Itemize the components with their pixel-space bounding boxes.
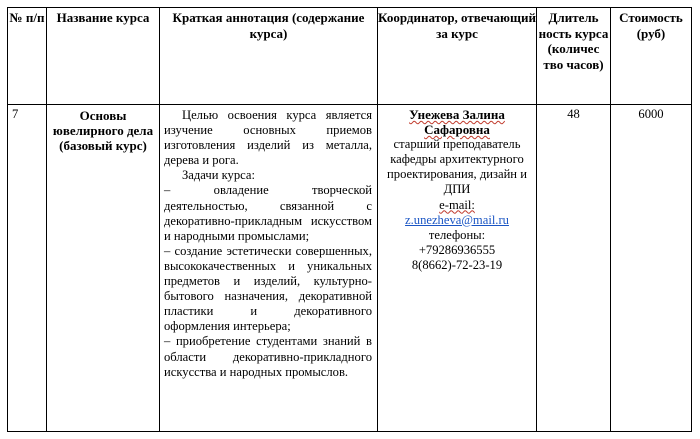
annotation-task-3: – приобретение студентами знаний в области декоративно-прикладного искусства и народных промыслов. [164, 334, 372, 379]
cell-num: 7 [8, 105, 47, 432]
coordinator-phone-1: +79286936555 [418, 242, 496, 257]
coordinator-email-label: e-mail: [439, 197, 475, 212]
cell-annotation [160, 105, 378, 432]
coordinator-phones-label: телефоны: [428, 227, 486, 242]
header-coordinator: Координатор, отвечающий за курс [378, 8, 537, 105]
coordinator-email-link[interactable]: z.unezheva@mail.ru [405, 212, 509, 227]
cell-course-name: Основы ювелирного дела (базовый курс) [47, 105, 160, 432]
annotation-tasks-title: Задачи курса: [182, 168, 255, 183]
course-table [7, 7, 692, 432]
annotation-task-2: – создание эстетически совершенных, высококачественных и уникальных предметов и изделий, культурно-бытового назначения, декоративной пластики и декоративного оформления интерьера; [164, 243, 372, 334]
annotation-task-1: – овладение творческой деятельностью, связанной с декоративно-прикладным искусством и народными промыслами; [164, 183, 372, 243]
header-annotation: Краткая аннотация (содержание курса) [160, 8, 378, 105]
cell-cost: 6000 [611, 105, 692, 432]
table-header-row [8, 8, 692, 105]
header-course-name: Название курса [47, 8, 160, 105]
table-row [8, 105, 692, 432]
header-num: № п/п [8, 8, 47, 105]
annotation-intro: Целью освоения курса является изучение основных приемов изготовления изделий из металла, дерева и рога. [164, 108, 372, 168]
header-duration: Длитель ность курса (количес тво часов) [537, 8, 611, 105]
cell-coordinator [378, 105, 537, 432]
coordinator-name: Унежева Залина Сафаровна [409, 107, 505, 138]
header-cost: Стоимость (руб) [611, 8, 692, 105]
coordinator-position: старший преподаватель кафедры архитектурного проектирования, дизайн и ДПИ [387, 137, 527, 197]
coordinator-phone-2: 8(8662)-72-23-19 [411, 257, 503, 272]
cell-duration: 48 [537, 105, 611, 432]
